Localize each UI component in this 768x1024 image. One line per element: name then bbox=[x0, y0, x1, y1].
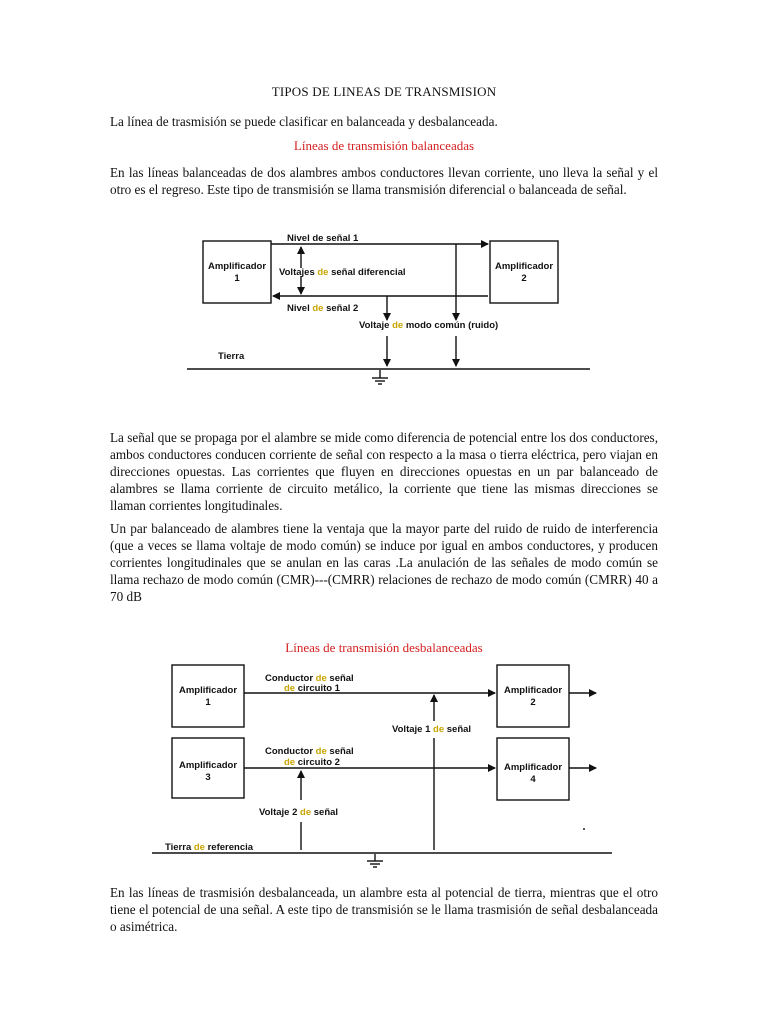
unbalanced-line-diagram bbox=[0, 660, 768, 875]
amplifier-1-number: 1 bbox=[234, 273, 240, 284]
voltage-1-label: Voltaje 1 de señal bbox=[392, 724, 472, 735]
signal-level-2-label: Nivel de señal 2 bbox=[287, 303, 359, 314]
balanced-paragraph-1: En las líneas balanceadas de dos alambres ambos conductores llevan corriente, uno lleva la señal y el otro es el regreso. Este tipo de transmisión se llama transmisión diferencial o balanceada de señal. bbox=[110, 165, 658, 197]
conductor-2-sublabel: de circuito 2 bbox=[284, 757, 340, 768]
conductor-1-sublabel: de circuito 1 bbox=[284, 683, 340, 694]
unbalanced-heading: Líneas de transmisión desbalanceadas bbox=[285, 640, 483, 655]
differential-voltage-label: Voltajes de señal diferencial bbox=[279, 267, 406, 278]
amplifier-2-box bbox=[490, 241, 558, 303]
conductor-2-label: Conductor de señal bbox=[265, 746, 354, 757]
amplifier-1-label: Amplificador bbox=[178, 685, 238, 696]
amplifier-2-number: 2 bbox=[530, 697, 536, 708]
conductor-1-label: Conductor de señal bbox=[265, 673, 354, 684]
voltage-2-label: Voltaje 2 de señal bbox=[259, 807, 339, 818]
balanced-paragraph-2: La señal que se propaga por el alambre se mide como diferencia de potencial entre los dos conductores, ambos conductores conducen corriente de señal con respecto a la masa o tierra eléctrica, pero viajan en direcciones opuestas. Las corrientes que fluyen en direcciones opuestas en un par balanceado de alambres se llama corriente de circuito metálico, la corriente que tiene las mismas direcciones se llaman corrientes longitudinales. bbox=[110, 430, 658, 513]
amplifier-1-box bbox=[203, 241, 271, 303]
amplifier-2-label: Amplificador bbox=[503, 685, 563, 696]
amplifier-1-box bbox=[172, 665, 244, 727]
reference-ground-label: Tierra de referencia bbox=[165, 842, 254, 853]
amplifier-3-number: 3 bbox=[205, 772, 211, 783]
signal-level-1-label: Nivel de señal 1 bbox=[287, 233, 359, 244]
balanced-line-diagram bbox=[0, 220, 768, 390]
ground-label: Tierra bbox=[218, 351, 245, 362]
intro-paragraph: La línea de trasmisión se puede clasificar en balanceada y desbalanceada. bbox=[110, 114, 498, 129]
unbalanced-paragraph: En las líneas de trasmisión desbalanceada, un alambre esta al potencial de tierra, mientras que el otro tiene el potencial de una señal. A este tipo de transmisión se le llama trasmisión de señal desbalanceada o asimétrica. bbox=[110, 885, 658, 934]
amplifier-2-box bbox=[497, 665, 569, 727]
amplifier-2-number: 2 bbox=[521, 273, 527, 284]
balanced-heading: Líneas de transmisión balanceadas bbox=[293, 138, 475, 153]
amplifier-1-label: Amplificador bbox=[207, 261, 267, 272]
amplifier-1-number: 1 bbox=[205, 697, 211, 708]
amplifier-4-number: 4 bbox=[530, 774, 536, 785]
amplifier-2-label: Amplificador bbox=[494, 261, 554, 272]
amplifier-4-label: Amplificador bbox=[503, 762, 563, 773]
amplifier-3-label: Amplificador bbox=[178, 760, 238, 771]
page-title: TIPOS DE LINEAS DE TRANSMISION bbox=[271, 84, 497, 99]
balanced-paragraph-3: Un par balanceado de alambres tiene la ventaja que la mayor parte del ruido de ruido de interferencia (que a veces se llama voltaje de modo común) se induce por igual en ambos conductores, y producen corrientes longitudinales que se anulan en las caras .La anulación de las señales de modo común se llama rechazo de modo común (CMR)---(CMRR) relaciones de rechazo de modo común (CMRR) 40 a 70 dB bbox=[110, 521, 658, 604]
common-mode-voltage-label: Voltaje de modo común (ruido) bbox=[359, 320, 499, 331]
